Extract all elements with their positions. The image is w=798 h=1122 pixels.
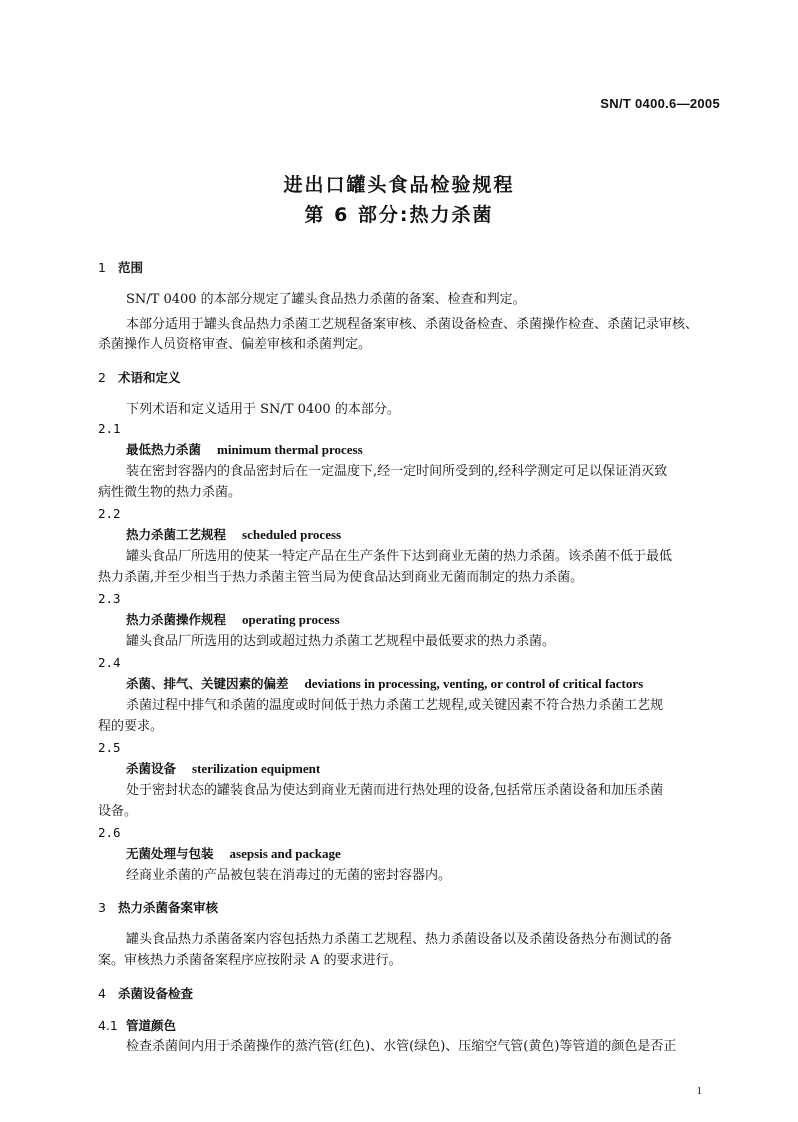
section-number: 2 [98,370,106,385]
paragraph: 检查杀菌间内用于杀菌操作的蒸汽管(红色)、水管(绿色)、压缩空气管(黄色)等管道的颜色是否正 [126,1039,677,1054]
term-heading [126,675,643,693]
clause-number: 2.2 [98,506,121,521]
term-en: minimum thermal process [217,442,363,457]
document-subtitle: 第 6 部分:热力杀菌 [304,204,494,226]
definition: 处于密封状态的罐装食品为使达到商业无菌而进行热处理的设备,包括常压杀菌设备和加压杀菌 [126,783,664,798]
term-zh: 杀菌设备 [126,761,177,776]
paragraph: SN/T 0400 的本部分规定了罐头食品热力杀菌的备案、检查和判定。 [126,292,526,307]
section-number: 3 [98,900,106,915]
section-number: 1 [98,260,106,275]
definition: 杀菌过程中排气和杀菌的温度或时间低于热力杀菌工艺规程,或关键因素不符合热力杀菌工艺规 [126,698,664,713]
section-title: 术语和定义 [118,370,181,385]
page-number: 1 [696,1085,702,1097]
term-en: sterilization equipment [192,761,321,776]
term-zh: 无菌处理与包装 [126,846,214,861]
section-heading [98,899,218,917]
section-title: 杀菌设备检查 [118,986,194,1001]
definition-continuation: 程的要求。 [98,719,164,734]
definition-continuation: 热力杀菌,并至少相当于热力杀菌主管当局为使食品达到商业无菌而制定的热力杀菌。 [98,570,584,585]
term-en: operating process [242,612,340,627]
term-zh: 最低热力杀菌 [126,442,202,457]
term-en: scheduled process [242,527,342,542]
clause-number: 2.3 [98,591,121,606]
term-heading [126,845,341,863]
definition: 罐头食品厂所选用的使某一特定产品在生产条件下达到商业无菌的热力杀菌。该杀菌不低于最低 [126,549,673,564]
clause-number: 2.4 [98,655,121,670]
section-heading [98,259,143,277]
subsection-title: 管道颜色 [126,1018,177,1033]
section-heading [98,369,181,387]
section-title: 热力杀菌备案审核 [118,900,219,915]
term-heading [126,611,340,629]
term-en: deviations in processing, venting, or control of critical factors [304,676,644,691]
paragraph-continuation: 杀菌操作人员资格审查、偏差审核和杀菌判定。 [98,337,372,352]
term-heading [126,526,341,544]
term-zh: 热力杀菌工艺规程 [126,527,227,542]
definition-continuation: 设备。 [98,804,138,819]
term-zh: 杀菌、排气、关键因素的偏差 [126,676,289,691]
document-title: 进出口罐头食品检验规程 [283,174,515,196]
definition: 经商业杀菌的产品被包装在消毒过的无菌的密封容器内。 [126,868,452,883]
subsection-heading [98,1017,176,1035]
term-heading [126,441,363,459]
term-en: asepsis and package [229,846,341,861]
paragraph: 本部分适用于罐头食品热力杀菌工艺规程备案审核、杀菌设备检查、杀菌操作检查、杀菌记录审核、 [126,317,699,332]
definition: 罐头食品厂所选用的达到或超过热力杀菌工艺规程中最低要求的热力杀菌。 [126,634,556,649]
clause-number: 2.1 [98,421,121,436]
definition: 装在密封容器内的食品密封后在一定温度下,经一定时间所受到的,经科学测定可足以保证消灭致 [126,464,668,479]
section-heading [98,985,193,1003]
section-title: 范围 [118,260,144,275]
paragraph: 罐头食品热力杀菌备案内容包括热力杀菌工艺规程、热力杀菌设备以及杀菌设备热分布测试的备 [126,932,673,947]
term-zh: 热力杀菌操作规程 [126,612,227,627]
paragraph-continuation: 案。审核热力杀菌备案程序应按附录 A 的要求进行。 [98,953,402,968]
paragraph: 下列术语和定义适用于 SN/T 0400 的本部分。 [126,402,400,417]
subsection-number: 4.1 [98,1018,118,1033]
section-number: 4 [98,986,106,1001]
term-heading [126,760,320,778]
clause-number: 2.6 [98,825,121,840]
clause-number: 2.5 [98,740,121,755]
definition-continuation: 病性微生物的热力杀菌。 [98,485,242,500]
standard-code: SN/T 0400.6—2005 [600,96,720,111]
